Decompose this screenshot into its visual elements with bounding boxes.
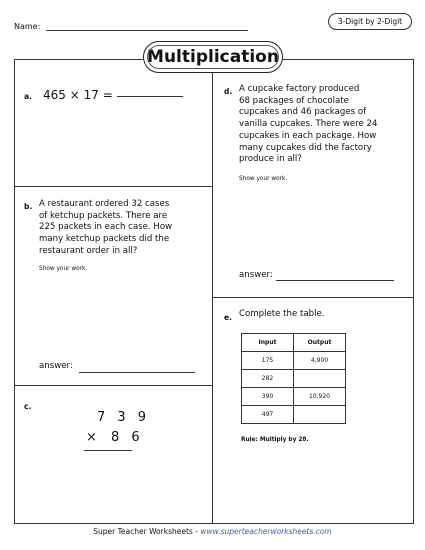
problem-a bbox=[24, 84, 113, 103]
io-cell-output[interactable] bbox=[294, 406, 346, 424]
problem-d-line: vanilla cupcakes. There were 24 bbox=[239, 119, 378, 130]
problem-d-line: produce in all? bbox=[239, 154, 302, 165]
problem-d-line: cupcakes in each package. How bbox=[239, 130, 377, 141]
page-title: Multiplication bbox=[143, 41, 283, 73]
problem-b-answer-line[interactable] bbox=[79, 372, 195, 373]
problem-d-line: cupcakes and 46 packages of bbox=[239, 107, 367, 118]
footer-brand: Super Teacher Worksheets bbox=[93, 527, 193, 536]
problem-b-line: many ketchup packets did the bbox=[39, 234, 170, 245]
io-cell-input: 390 bbox=[242, 388, 294, 406]
problem-c-operator: × bbox=[86, 430, 101, 445]
level-badge: 3-Digit by 2-Digit bbox=[328, 13, 412, 30]
problem-a-label: a. bbox=[24, 92, 32, 101]
problem-d-line: 68 packages of chocolate bbox=[239, 95, 349, 106]
divider-a-b bbox=[14, 186, 213, 187]
footer-url[interactable]: www.superteacherworksheets.com bbox=[200, 527, 332, 536]
problem-b-instruction: Show your work. bbox=[39, 266, 88, 272]
problem-d-answer-label: answer: bbox=[239, 270, 273, 280]
io-table-header bbox=[242, 334, 346, 352]
problem-d-instruction: Show your work. bbox=[239, 176, 288, 182]
problem-c-multiplicand: 7 3 9 bbox=[97, 410, 151, 425]
problem-c-answer-line bbox=[84, 450, 132, 451]
problem-d-label: d. bbox=[224, 87, 233, 96]
footer-separator: - bbox=[192, 527, 201, 536]
problem-c-multiplier: 8 6 bbox=[111, 430, 144, 445]
table-row bbox=[242, 352, 346, 370]
problem-b-text bbox=[39, 199, 209, 258]
problem-b-line: 225 packets in each case. How bbox=[39, 222, 173, 233]
problem-e-rule: Rule: Multiply by 28. bbox=[241, 437, 309, 443]
io-cell-output[interactable] bbox=[294, 370, 346, 388]
problem-d-answer-line[interactable] bbox=[276, 280, 394, 281]
problem-b-line: A restaurant ordered 32 cases bbox=[39, 199, 170, 209]
io-header-input: Input bbox=[242, 334, 294, 352]
table-row bbox=[242, 370, 346, 388]
io-header-output: Output bbox=[294, 334, 346, 352]
column-divider bbox=[212, 59, 213, 524]
problem-e-label: e. bbox=[224, 313, 232, 322]
problem-d-text bbox=[239, 84, 411, 166]
problem-a-expression: 465 × 17 = bbox=[43, 88, 113, 102]
problem-c-label: c. bbox=[24, 402, 32, 411]
io-cell-output: 10,920 bbox=[294, 388, 346, 406]
io-cell-output: 4,900 bbox=[294, 352, 346, 370]
io-cell-input: 497 bbox=[242, 406, 294, 424]
divider-d-e bbox=[212, 297, 413, 298]
problem-b-line: of ketchup packets. There are bbox=[39, 210, 168, 221]
problem-a-answer-line[interactable] bbox=[117, 96, 183, 97]
problem-e-prompt: Complete the table. bbox=[239, 309, 325, 319]
io-cell-input: 282 bbox=[242, 370, 294, 388]
io-cell-input: 175 bbox=[242, 352, 294, 370]
problem-d-line: A cupcake factory produced bbox=[239, 84, 360, 94]
problem-b-label: b. bbox=[24, 202, 33, 211]
table-row bbox=[242, 406, 346, 424]
divider-b-c bbox=[14, 385, 213, 386]
problem-d-line: many cupcakes did the factory bbox=[239, 142, 372, 153]
footer bbox=[0, 527, 425, 536]
name-label: Name: bbox=[14, 22, 41, 31]
io-table bbox=[241, 333, 346, 424]
table-row bbox=[242, 388, 346, 406]
problem-b-answer-label: answer: bbox=[39, 361, 73, 371]
problem-b-line: restaurant order in all? bbox=[39, 245, 138, 256]
name-field-line[interactable] bbox=[46, 30, 248, 31]
